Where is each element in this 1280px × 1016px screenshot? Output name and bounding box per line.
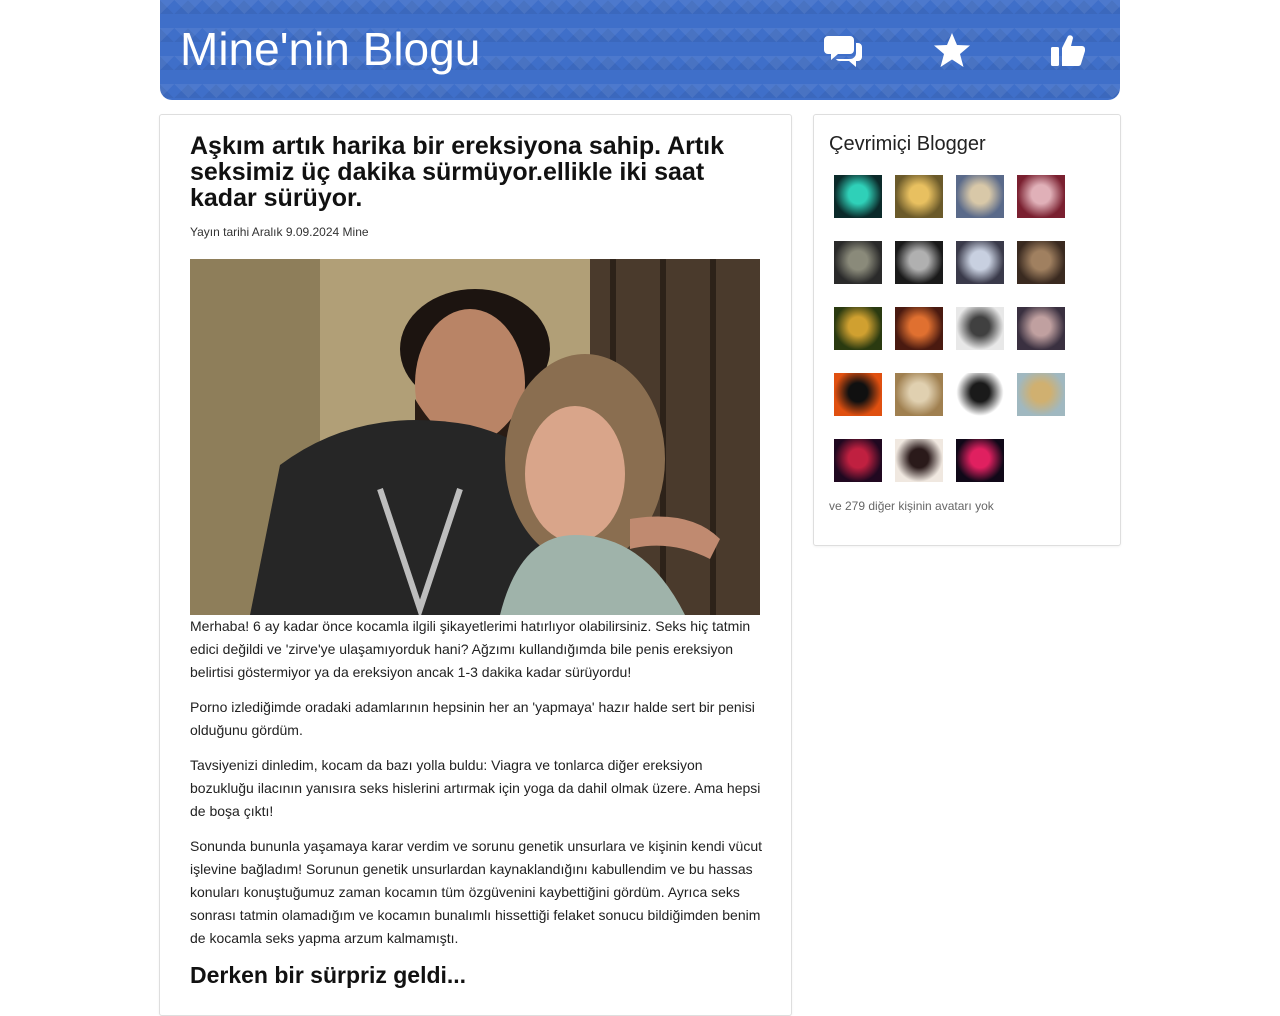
blogger-avatar[interactable]	[834, 175, 882, 218]
blogger-avatar[interactable]	[895, 373, 943, 416]
blogger-avatar[interactable]	[956, 373, 1004, 416]
blogger-avatar[interactable]	[1017, 175, 1065, 218]
article-paragraph: Tavsiyenizi dinledim, kocam da bazı yolla buldu: Viagra ve tonlarca diğer ereksiyon bozukluğu ilacının yanısıra seks hislerini artırmak için yoga da dahil olmak üzere. Ama hepsi de boşa çıktı!	[190, 757, 761, 819]
blogger-avatar[interactable]	[1017, 241, 1065, 284]
blogger-avatar[interactable]	[834, 373, 882, 416]
blogger-avatar[interactable]	[956, 307, 1004, 350]
article-subheading: Derken bir sürpriz geldi...	[190, 962, 467, 988]
blogger-avatar[interactable]	[1017, 307, 1065, 350]
blogger-avatar[interactable]	[895, 241, 943, 284]
blogger-avatar[interactable]	[895, 439, 943, 482]
site-header	[160, 0, 1120, 100]
article-meta: Yayın tarihi Aralık 9.09.2024 Mine	[190, 225, 369, 239]
article-photo	[190, 259, 760, 615]
thumbs-up-icon[interactable]	[1046, 28, 1090, 72]
article-card	[159, 114, 792, 1016]
blogger-avatar[interactable]	[834, 439, 882, 482]
blogger-avatar[interactable]	[956, 241, 1004, 284]
others-count: ve 279 diğer kişinin avatarı yok	[829, 499, 994, 513]
blogger-avatar[interactable]	[834, 241, 882, 284]
article-paragraph: Porno izlediğimde oradaki adamlarının hepsinin her an 'yapmaya' hazır halde sert bir penisi olduğunu gördüm.	[190, 699, 755, 738]
blogger-avatar[interactable]	[1017, 373, 1065, 416]
blog-title[interactable]: Mine'nin Blogu	[180, 23, 481, 75]
blogger-avatar[interactable]	[956, 439, 1004, 482]
sidebar-widget	[813, 114, 1121, 546]
blogger-avatar[interactable]	[956, 175, 1004, 218]
sidebar-title: Çevrimiçi Blogger	[829, 133, 986, 155]
article-paragraph: Sonunda bununla yaşamaya karar verdim ve sorunu genetik unsurlara ve kişinin kendi vücut işlevine bağladım! Sorunun genetik unsurlardan kaynaklandığını kabullendim ve bu hassas konuları konuştuğumuz zaman kocamın tüm özgüvenini kaybettiğini gördüm. Ayrıca seks sonrası tatmin olamadığım ve kocamın bunalımlı hissettiği felaket sonucu bildiğimden benim de kocamla seks yapma arzum kalmamıştı.	[190, 838, 762, 946]
article-paragraph: Merhaba! 6 ay kadar önce kocamla ilgili şikayetlerimi hatırlıyor olabilirsiniz. Seks hiç tatmin edici değildi ve 'zirve'ye ulaşamıyorduk hani? Ağzımı kullandığımda bile penis ereksiyon belirtisi göstermiyor ya da ereksiyon ancak 1-3 dakika kadar sürüyordu!	[190, 618, 751, 680]
article-title[interactable]: Aşkım artık harika bir ereksiyona sahip. Artık seksimiz üç dakika sürmüyor.ellikle iki saat kadar sürüyor.	[190, 132, 725, 212]
blogger-avatar[interactable]	[895, 307, 943, 350]
star-icon[interactable]	[930, 28, 974, 72]
blogger-avatar[interactable]	[895, 175, 943, 218]
comments-icon[interactable]	[822, 28, 866, 72]
blogger-avatar[interactable]	[834, 307, 882, 350]
article	[190, 133, 762, 989]
